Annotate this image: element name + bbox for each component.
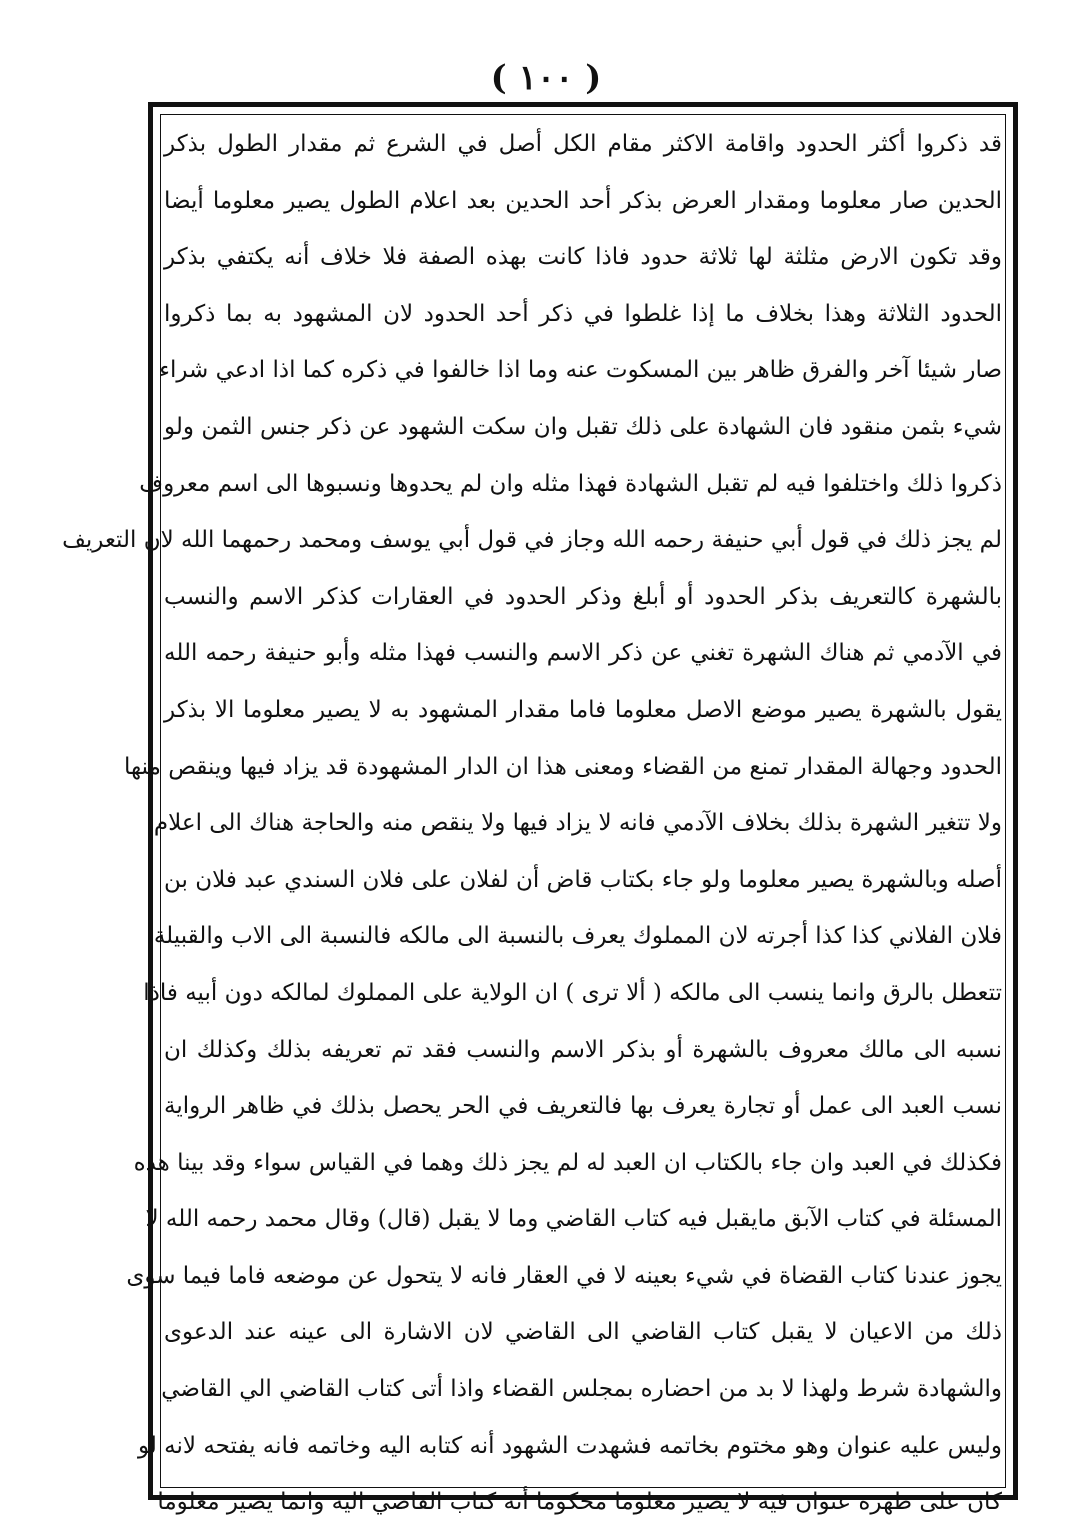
text-line: أصله وبالشهرة يصير معلوما ولو جاء بكتاب قاض أن لفلان على فلان السندي عبد فلان بن [164, 866, 1002, 893]
text-line: يجوز عندنا كتاب القضاة في شيء بعينه لا في العقار فانه لا يتحول عن موضعه فاما فيما سوى [126, 1262, 1002, 1289]
text-body [62, 116, 1002, 1516]
text-line: ذلك من الاعيان لا يقبل كتاب القاضي الى القاضي لان الاشارة الى عينه عند الدعوى [164, 1319, 1002, 1346]
text-line: نسبه الى مالك معروف بالشهرة أو بذكر الاسم والنسب فقد تم تعريفه بذلك وكذلك ان [164, 1036, 1002, 1063]
text-line: الحدين صار معلوما ومقدار العرض بذكر أحد الحدين بعد اعلام الطول يصير معلوما أيضا [164, 187, 1002, 214]
page-number: ( ١٠٠ ) [490, 58, 602, 98]
text-line: تتعطل بالرق وانما ينسب الى مالكه ( ألا ترى ) ان الولاية على المملوك لمالكه دون أبيه فاذا [143, 979, 1002, 1006]
text-line: شيء بثمن منقود فان الشهادة على ذلك تقبل وان سكت الشهود عن ذكر جنس الثمن ولو [164, 413, 1002, 440]
text-line: فلان الفلاني كذا كذا أجرته لان المملوك يعرف بالنسبة الى مالكه فالنسبة الى الاب والقبيلة [153, 923, 1002, 950]
text-line: ذكروا ذلك واختلفوا فيه لم تقبل الشهادة فهذا مثله وان لم يحدوها ونسبوها الى اسم معروف [139, 470, 1002, 497]
text-line: الحدود الثلاثة وهذا بخلاف ما إذا غلطوا في ذكر أحد الحدود لان المشهود به بما ذكروا [164, 300, 1002, 327]
text-line: يقول بالشهرة يصير موضع الاصل معلوما فاما مقدار المشهود به لا يصير معلوما الا بذكر [164, 696, 1002, 723]
text-line: وليس عليه عنوان وهو مختوم بخاتمه فشهدت الشهود أنه كتابه اليه وخاتمه فانه يفتحه لانه لو [137, 1432, 1002, 1459]
text-line: ولا تتغير الشهرة بذلك بخلاف الآدمي فانه لا يزاد فيها ولا ينقص منه والحاجة هناك الى اعلام [153, 810, 1002, 837]
text-line: فكذلك في العبد وان جاء بالكتاب ان العبد له لم يجز ذلك وهما في القياس سواء وقد بينا هذه [133, 1149, 1002, 1176]
text-line: صار شيئا آخر والفرق ظاهر بين المسكوت عنه وما اذا خالفوا في ذكره كما اذا ادعي شراء [159, 357, 1002, 384]
text-line: نسب العبد الى عمل أو تجارة يعرف بها فالتعريف في الحر يحصل بذلك في ظاهر الرواية [164, 1093, 1002, 1120]
text-line: في الآدمي ثم هناك الشهرة تغني عن ذكر الاسم والنسب فهذا مثله وأبو حنيفة رحمه الله [164, 640, 1002, 667]
text-line: الحدود وجهالة المقدار تمنع من القضاء ومعنى هذا ان الدار المشهودة قد يزاد فيها وينقص منها [124, 753, 1002, 780]
text-line: لم يجز ذلك في قول أبي حنيفة رحمه الله وجاز في قول أبي يوسف ومحمد رحمهما الله لان التعريف [62, 527, 1002, 554]
text-line: قد ذكروا أكثر الحدود واقامة الاكثر مقام الكل أصل في الشرع ثم مقدار الطول بذكر [164, 131, 1002, 157]
text-line: كان على ظهره عنوان فيه لا يصير معلوما محكوما أنه كتاب القاضي اليه وانما يصير معلوما [157, 1489, 1002, 1516]
text-line: المسئلة في كتاب الآبق مايقبل فيه كتاب القاضي وما لا يقبل (قال) وقال محمد رحمه الله لا [145, 1206, 1002, 1233]
text-line: بالشهرة كالتعريف بذكر الحدود أو أبلغ وذكر الحدود في العقارات كذكر الاسم والنسب [164, 583, 1002, 610]
text-line: وقد تكون الارض مثلثة لها ثلاثة حدود فاذا كانت بهذه الصفة فلا خلاف أنه يكتفي بذكر [164, 244, 1002, 271]
text-line: والشهادة شرط ولهذا لا بد من احضاره بمجلس القضاء واذا أتى كتاب القاضي الي القاضي [161, 1376, 1002, 1403]
